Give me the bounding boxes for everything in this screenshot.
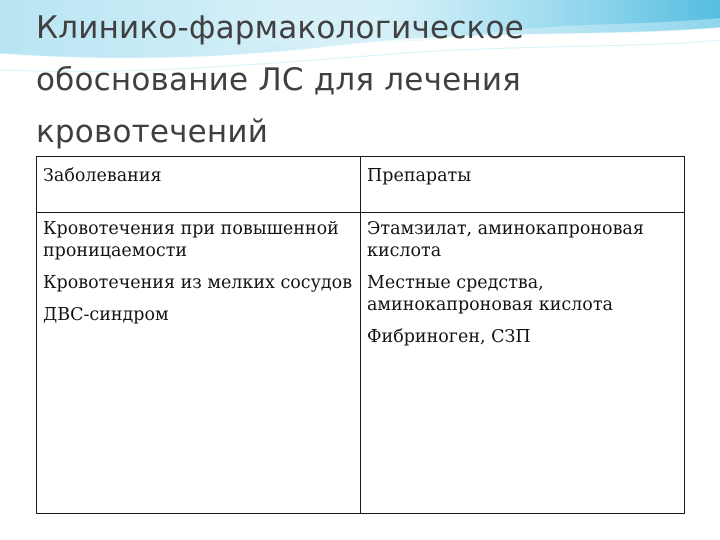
drug-entry: Местные средства, аминокапроновая кислота [367, 273, 613, 315]
table-header-row [37, 157, 685, 213]
disease-entry: Кровотечения при повышенной проницаемости [43, 219, 339, 261]
disease-entry: Кровотечения из мелких сосудов [43, 273, 353, 293]
table-cell-diseases [37, 213, 361, 514]
drug-entry: Этамзилат, аминокапроновая кислота [367, 219, 644, 261]
column-header-drugs: Препараты [361, 157, 685, 213]
table-cell-drugs [361, 213, 685, 514]
column-header-diseases: Заболевания [37, 157, 361, 213]
disease-entry: ДВС-синдром [43, 305, 169, 325]
slide-title: Клинико-фармакологическое обоснование ЛС для лечения кровотечений [36, 10, 524, 150]
content-table [36, 156, 685, 514]
drug-entry: Фибриноген, СЗП [367, 327, 531, 347]
table-row [37, 213, 685, 514]
treatment-table [36, 156, 685, 514]
